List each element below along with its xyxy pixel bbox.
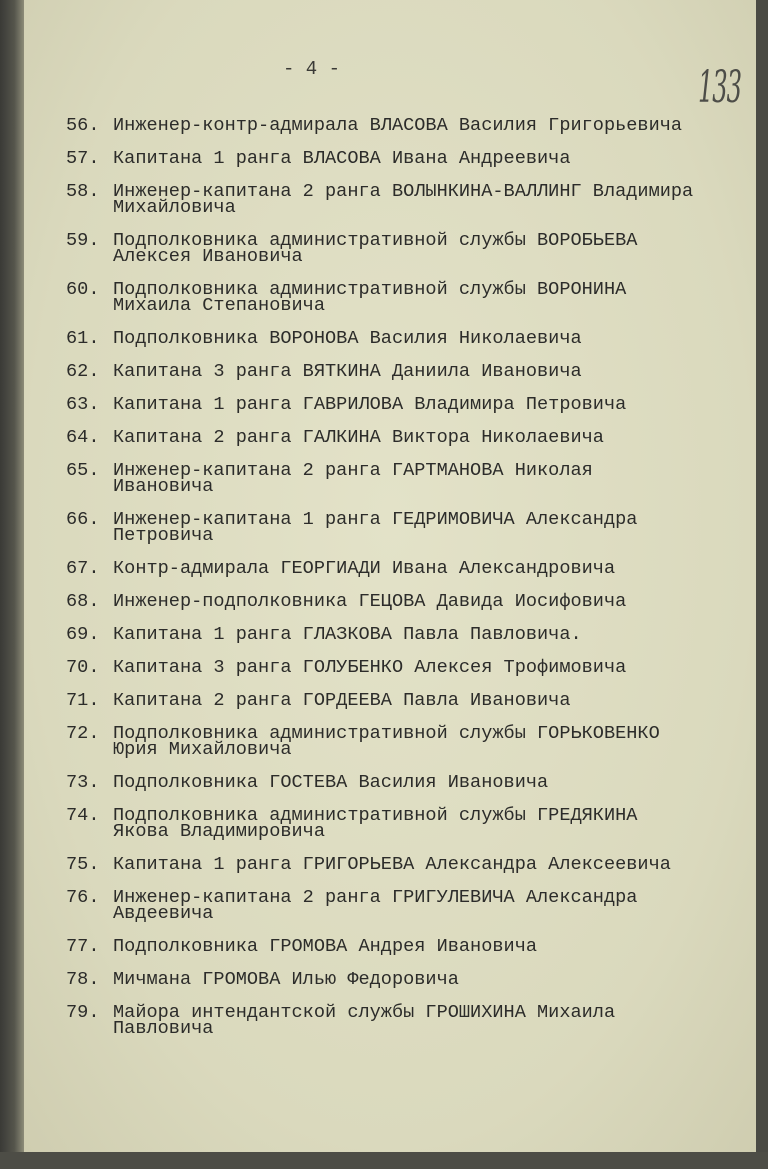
- list-item: [66, 969, 693, 1005]
- entry-text-line: Капитана 1 ранга ГАВРИЛОВА Владимира Петровича: [113, 394, 627, 415]
- entry-text-line: Павловича: [113, 1018, 214, 1039]
- entry-text-line: Подполковника ГОСТЕВА Василия Ивановича: [113, 772, 549, 793]
- list-item: [66, 460, 693, 512]
- award-list: [66, 115, 694, 1054]
- list-item: [66, 805, 693, 857]
- entry-number: 66.: [66, 509, 100, 530]
- entry-text-line: Инженер-капитана 1 ранга ГЕДРИМОВИЧА Александра: [113, 509, 638, 530]
- entry-text-line: Михаила Степановича: [113, 295, 326, 316]
- entry-number: 73.: [66, 772, 100, 793]
- entry-number: 59.: [66, 230, 100, 251]
- list-item: [66, 887, 693, 939]
- entry-number: 78.: [66, 969, 100, 990]
- entry-text-line: Капитана 3 ранга ГОЛУБЕНКО Алексея Трофимовича: [113, 657, 627, 678]
- entry-number: 68.: [66, 591, 100, 612]
- entry-text-line: Якова Владимировича: [113, 821, 326, 842]
- entry-text-line: Авдеевича: [113, 903, 214, 924]
- entry-text-line: Капитана 1 ранга ГРИГОРЬЕВА Александра Алексеевича: [113, 854, 671, 875]
- entry-text-line: Ивановича: [113, 476, 214, 497]
- entry-text-line: Юрия Михайловича: [113, 739, 292, 760]
- list-item: [66, 509, 693, 561]
- entry-text-line: Петровича: [113, 525, 214, 546]
- page-number: - 4 -: [283, 58, 341, 80]
- list-item: [66, 181, 694, 233]
- entry-text-line: Алексея Ивановича: [113, 246, 303, 267]
- list-item: [66, 328, 693, 364]
- entry-text-line: Инженер-подполковника ГЕЦОВА Давида Иосифовича: [113, 591, 627, 612]
- scan-right-edge: [756, 0, 768, 1169]
- entry-text-line: Инженер-капитана 2 ранга ГАРТМАНОВА Николая: [113, 460, 593, 481]
- binding-edge: [0, 0, 24, 1169]
- entry-text-line: Капитана 2 ранга ГОРДЕЕВА Павла Ивановича: [113, 690, 571, 711]
- entry-number: 70.: [66, 657, 100, 678]
- list-item: [66, 591, 693, 627]
- list-item: [66, 772, 693, 808]
- entry-number: 71.: [66, 690, 100, 711]
- entry-text-line: Капитана 1 ранга ГЛАЗКОВА Павла Павловича.: [113, 624, 582, 645]
- entry-text-line: Инженер-капитана 2 ранга ГРИГУЛЕВИЧА Александра: [113, 887, 638, 908]
- list-item: [66, 361, 693, 397]
- list-item: [66, 279, 693, 331]
- handwritten-folio-number: 133: [698, 62, 741, 113]
- entry-number: 76.: [66, 887, 100, 908]
- entry-text-line: Контр-адмирала ГЕОРГИАДИ Ивана Александровича: [113, 558, 616, 579]
- entry-text-line: Подполковника административной службы ВОРОБЬЕВА: [113, 230, 638, 251]
- entry-number: 79.: [66, 1002, 100, 1023]
- list-item: [66, 723, 693, 775]
- entry-text-line: Подполковника ГРОМОВА Андрея Ивановича: [113, 936, 538, 957]
- entry-number: 63.: [66, 394, 100, 415]
- list-item: [66, 624, 693, 660]
- entry-text-line: Подполковника ВОРОНОВА Василия Николаевича: [113, 328, 582, 349]
- entry-text-line: Подполковника административной службы ВОРОНИНА: [113, 279, 627, 300]
- entry-number: 57.: [66, 148, 100, 169]
- entry-number: 58.: [66, 181, 100, 202]
- entry-number: 69.: [66, 624, 100, 645]
- entry-number: 72.: [66, 723, 100, 744]
- entry-number: 62.: [66, 361, 100, 382]
- list-item: [66, 148, 693, 184]
- list-item: [66, 427, 693, 463]
- entry-text-line: Мичмана ГРОМОВА Илью Федоровича: [113, 969, 459, 990]
- entry-number: 74.: [66, 805, 100, 826]
- entry-text-line: Капитана 3 ранга ВЯТКИНА Даниила Ивановича: [113, 361, 582, 382]
- entry-text-line: Подполковника административной службы ГРЕДЯКИНА: [113, 805, 638, 826]
- entry-number: 64.: [66, 427, 100, 448]
- entry-number: 77.: [66, 936, 100, 957]
- entry-number: 67.: [66, 558, 100, 579]
- entry-text-line: Михайловича: [113, 197, 236, 218]
- list-item: [66, 115, 693, 151]
- list-item: [66, 230, 693, 282]
- list-item: [66, 690, 693, 726]
- entry-text-line: Капитана 2 ранга ГАЛКИНА Виктора Николаевича: [113, 427, 604, 448]
- scan-bottom-edge: [0, 1152, 768, 1169]
- entry-text-line: Капитана 1 ранга ВЛАСОВА Ивана Андреевича: [113, 148, 571, 169]
- entry-number: 65.: [66, 460, 100, 481]
- entry-text-line: Инженер-контр-адмирала ВЛАСОВА Василия Григорьевича: [113, 115, 683, 136]
- entry-text-line: Инженер-капитана 2 ранга ВОЛЫНКИНА-ВАЛЛИНГ Владимира: [113, 181, 694, 202]
- entry-number: 75.: [66, 854, 100, 875]
- entry-text-line: Майора интендантской службы ГРОШИХИНА Михаила: [113, 1002, 616, 1023]
- list-item: [66, 854, 693, 890]
- entry-text-line: Подполковника административной службы ГОРЬКОВЕНКО: [113, 723, 660, 744]
- entry-number: 56.: [66, 115, 100, 136]
- list-item: [66, 558, 693, 594]
- list-item: [66, 657, 693, 693]
- list-item: [66, 394, 693, 430]
- entry-number: 61.: [66, 328, 100, 349]
- entry-number: 60.: [66, 279, 100, 300]
- list-item: [66, 1002, 693, 1054]
- list-item: [66, 936, 693, 972]
